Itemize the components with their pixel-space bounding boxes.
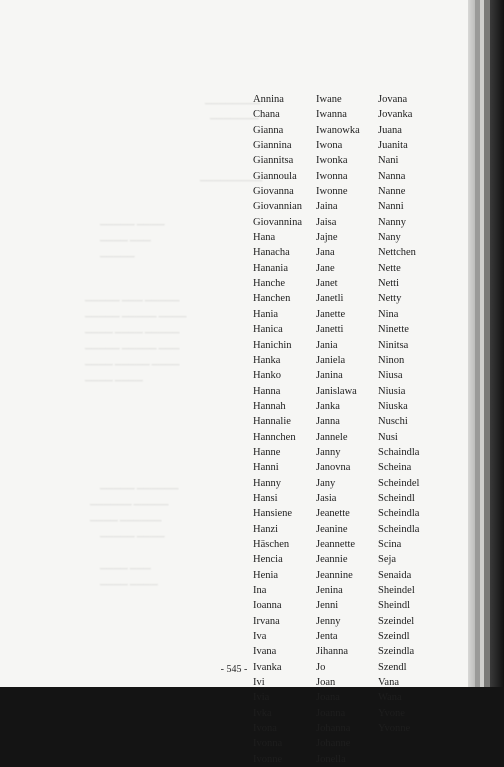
name-entry: Iva — [253, 631, 267, 643]
name-entry: Ivonna — [253, 738, 283, 750]
name-entry: Ivka — [253, 707, 272, 719]
name-entry: Jenina — [316, 585, 343, 596]
name-entry: Sheindel — [378, 585, 415, 596]
name-entry: Netty — [378, 293, 402, 305]
name-entry: Iwonne — [316, 186, 348, 198]
name-entry: Hana — [253, 232, 276, 244]
name-entry: Hanna — [253, 385, 281, 397]
name-entry: Jasia — [316, 492, 337, 504]
name-entry: Jane — [316, 262, 335, 274]
name-entry: Szeindl — [378, 631, 410, 643]
name-entry: Janovna — [316, 462, 351, 474]
name-entry: Schaindla — [378, 446, 420, 458]
name-entry: Ivi — [253, 677, 265, 689]
name-entry: Hanacha — [253, 247, 290, 259]
name-entry: Scheindl — [378, 492, 415, 504]
name-entry: Jovanka — [378, 109, 413, 121]
name-entry: Janny — [316, 446, 341, 458]
name-entry: Scheina — [378, 462, 412, 474]
name-entry: Janislawa — [316, 385, 357, 397]
name-entry: Ivonne — [253, 753, 283, 765]
name-entry: Janet — [316, 278, 338, 290]
name-entry: Ivia — [253, 692, 270, 704]
name-entry: Hannalie — [253, 416, 291, 428]
name-entry: Nuschi — [378, 416, 408, 428]
name-entry: Nanni — [378, 201, 404, 213]
name-entry: Jeannie — [316, 554, 348, 566]
name-entry: Janette — [316, 308, 346, 320]
name-entry: Hanny — [253, 477, 281, 489]
name-entry: Iwane — [316, 94, 342, 105]
name-entry: Ivona — [253, 723, 277, 735]
name-entry: Jeanine — [316, 523, 348, 535]
name-entry: Ninon — [378, 354, 405, 366]
name-entry: Jania — [316, 339, 338, 351]
name-entry: Nanne — [378, 186, 406, 198]
name-entry: Iwona — [316, 140, 343, 152]
name-entry: Hencia — [253, 554, 283, 566]
name-entry: Hansi — [253, 492, 278, 504]
name-entry: Niuska — [378, 400, 408, 412]
name-entry: Jaisa — [316, 216, 337, 228]
name-entry: Hannchen — [253, 431, 296, 443]
name-entry: Jana — [316, 247, 335, 259]
name-entry: Nusi — [378, 431, 398, 443]
name-entry: Scheindla — [378, 523, 420, 535]
name-entry: Joan — [316, 677, 336, 689]
name-entry: Vana — [378, 677, 399, 689]
name-entry: Janna — [316, 416, 340, 428]
name-entry: Jonella — [316, 753, 346, 765]
name-entry: Gianna — [253, 124, 284, 136]
name-entry: Hanania — [253, 262, 288, 274]
name-entry: Niusa — [378, 370, 403, 382]
name-entry: Hanichin — [253, 339, 292, 351]
name-entry: Hannah — [253, 400, 286, 412]
name-entry: Jenni — [316, 600, 339, 612]
name-entry: Ninitsa — [378, 339, 409, 351]
name-entry: Yvone — [378, 707, 405, 719]
name-entry: Scheindla — [378, 508, 420, 520]
name-entry: Janetli — [316, 293, 344, 305]
name-entry: Jeannine — [316, 569, 353, 581]
name-entry: Hanko — [253, 370, 281, 382]
name-entry: Nanna — [378, 170, 406, 182]
name-entry: Giovannian — [253, 201, 302, 213]
name-entry: Jenta — [316, 631, 338, 643]
name-entry: Hanica — [253, 324, 283, 336]
name-entry: Janka — [316, 400, 340, 412]
name-entry: Iwonna — [316, 170, 348, 182]
name-entry: Giovannina — [253, 216, 302, 228]
name-entry: Jo — [316, 661, 326, 673]
name-entry: Jannele — [316, 431, 348, 443]
name-entry: Wana — [378, 692, 402, 704]
name-entry: Ina — [253, 585, 267, 596]
name-entry: Hanne — [253, 446, 281, 458]
name-entry: Nettchen — [378, 247, 416, 259]
book-spine-shadow — [490, 0, 504, 687]
name-entry: Seja — [378, 554, 397, 566]
name-entry: Juana — [378, 124, 402, 136]
name-entry: Johanne — [316, 738, 351, 750]
name-entry: Häschen — [253, 538, 290, 550]
page-edge — [468, 0, 475, 687]
name-entry: Iwanowka — [316, 124, 360, 136]
name-entry: Jovana — [378, 94, 408, 105]
name-entry: Sheindl — [378, 600, 411, 612]
name-entry: Juanita — [378, 140, 408, 152]
name-entry: Ivana — [253, 646, 277, 658]
name-entry: Jeanette — [316, 508, 350, 520]
page-number: - 545 - — [220, 664, 248, 675]
name-entry: Joanna — [316, 707, 346, 719]
name-entry: Nina — [378, 308, 399, 320]
name-entry: Scina — [378, 538, 402, 550]
name-entry: Yvonne — [378, 723, 411, 735]
name-entry: Ioanna — [253, 600, 282, 612]
name-entry: Irvana — [253, 615, 280, 627]
name-entry: Hansiene — [253, 508, 293, 520]
name-entry: Iwanna — [316, 109, 347, 121]
name-entry: Giannoula — [253, 170, 297, 182]
name-entry: Senaida — [378, 569, 412, 581]
name-entry: Hania — [253, 308, 279, 320]
name-entry: Jihanna — [316, 646, 349, 658]
name-entry: Jany — [316, 477, 336, 489]
name-entry: Szeindel — [378, 615, 415, 627]
name-entry: Giovanna — [253, 186, 294, 198]
name-entry: Jaina — [316, 201, 338, 213]
name-entry: Giannitsa — [253, 155, 294, 167]
name-entry: Nanny — [378, 216, 406, 228]
name-entry: Hanchen — [253, 293, 291, 305]
name-entry: Joana — [316, 692, 340, 704]
name-entry: Janetti — [316, 324, 344, 336]
name-column-3 — [378, 92, 419, 736]
name-entry: Johanna — [316, 723, 351, 735]
name-entry: Netti — [378, 278, 399, 290]
name-entry: Hanzi — [253, 523, 279, 535]
name-entry: Giannina — [253, 140, 292, 152]
name-entry: Hanka — [253, 354, 281, 366]
name-entry: Janina — [316, 370, 343, 382]
book-page: ▁▁▁▁▁▁▁▁ ▁▁▁▁▁▁▁ ▁▁▁▁▁▁▁▁▁ ▁▁▁▁▁ ▁▁▁▁ ▁▁▁▁ ▁▁▁ ▁▁▁▁▁ ▁▁▁▁▁ ▁▁▁ ▁▁▁▁▁ ▁▁▁▁▁ ▁▁▁▁▁ ▁▁▁▁ ▁▁▁▁ ▁▁▁▁ ▁▁▁▁▁ ▁▁▁▁▁ ▁▁▁▁▁ ▁▁▁ ▁▁▁▁ ▁▁▁▁▁ ▁▁▁▁ ▁▁▁▁ ▁▁▁▁ ▁▁▁▁▁ ▁▁▁▁▁▁ ▁▁▁▁▁▁ ▁▁▁▁▁ ▁▁▁▁ ▁▁▁▁▁▁ ▁▁▁▁▁ ▁▁▁▁ ▁▁▁▁ ▁▁▁ ▁▁▁▁ ▁▁▁▁ Annina Chana Gianna Giannina Giannitsa Giannoula Giovanna Giovannian Giovannina Hana Hanacha Hanania Hanche Hanchen Hania Hanica Hanichin Hanka Hanko Hanna Hannah Hannalie Hannchen Hanne Hanni Hanny Hansi Hansiene Hanzi Häschen Hencia Henia Ina Ioanna Irvana Iva Ivana Ivanka Ivi Ivia Ivka Ivona Ivonna Ivonne Iwane Iwanna Iwanowka Iwona Iwonka Iwonna Iwonne Jaina Jaisa Jajne Jana Jane Janet Janetli Janette Janetti Jania Janiela Janina Janislawa Janka Janna Jannele Janny Janovna Jany Jasia Jeanette Jeanine Jeannette Jeannie Jeannine Jenina Jenni Jenny Jenta Jihanna Jo Joan Joana Joanna Johanna Johanne Jonella Jovana Jovanka Juana Juanita Nani Nanna Nanne Nanni Nanny Nany Nettchen Nette Netti Netty Nina Ninette Ninitsa Ninon Niusa Niusia Niuska Nuschi Nusi Schaindla Scheina Scheindel Scheindl Scheindla Scheindla Scina Seja Senaida Sheindel Sheindl Szeindel Szeindl Szeindla Szendl Vana Wana Yvone Yvonne - 545 - — [0, 0, 468, 687]
name-entry: Janiela — [316, 354, 346, 366]
name-entry: Nette — [378, 262, 401, 274]
name-entry: Iwonka — [316, 155, 348, 167]
name-entry: Henia — [253, 569, 279, 581]
name-entry: Niusia — [378, 385, 406, 397]
name-entry: Szendl — [378, 661, 407, 673]
name-entry: Scheindel — [378, 477, 420, 489]
name-entry: Szeindla — [378, 646, 415, 658]
name-entry: Ivanka — [253, 661, 282, 673]
name-entry: Jeannette — [316, 538, 356, 550]
name-entry: Hanche — [253, 278, 286, 290]
name-entry: Hanni — [253, 462, 279, 474]
name-entry: Nany — [378, 232, 401, 244]
name-entry: Ninette — [378, 324, 409, 336]
name-entry: Nani — [378, 155, 399, 167]
name-entry: Annina — [253, 94, 284, 105]
name-entry: Jenny — [316, 615, 341, 627]
name-entry: Jajne — [316, 232, 338, 244]
name-entry: Chana — [253, 109, 280, 121]
